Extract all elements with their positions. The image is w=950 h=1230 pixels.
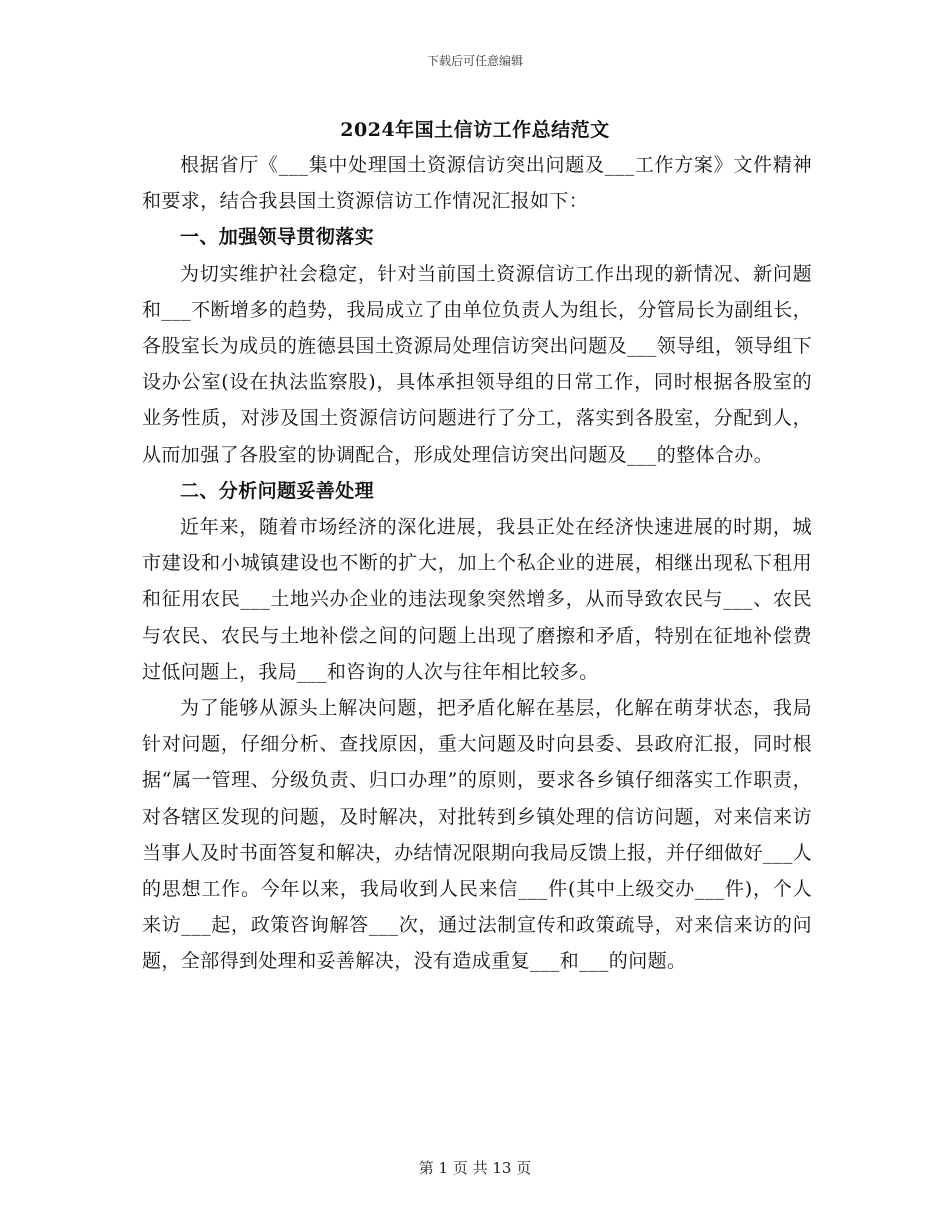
document-body [142,147,812,980]
page-number: 第 1 页 共 13 页 [418,1159,532,1177]
intro-paragraph: 根据省厅《___集中处理国土资源信访突出问题及___工作方案》文件精神和要求，结合我县国土资源信访工作情况汇报如下： [142,154,812,213]
page-header-note: 下载后可任意编辑 [426,54,523,68]
section-heading-1: 一、加强领导贯彻落实 [180,226,375,249]
section2-paragraph-2: 为了能够从源头上解决问题，把矛盾化解在基层，化解在萌芽状态，我局针对问题，仔细分析、查找原因，重大问题及时向县委、县政府汇报，同时根据“属一管理、分级负责、归口办理”的原则，要求各乡镇仔细落实工作职责，对各辖区发现的问题，及时解决，对批转到乡镇处理的信访问题，对来信来访当事人及时书面答复和解决，办结情况限期向我局反馈上报，并仔细做好___人的思想工作。今年以来，我局收到人民来信___件(其中上级交办___件)，个人来访___起，政策咨询解答___次，通过法制宣传和政策疏导，对来信来访的问题，全部得到处理和妥善解决，没有造成重复___和___的问题。 [142,697,812,973]
document-title: 2024年国土信访工作总结范文 [340,119,610,141]
section-heading-2: 二、分析问题妥善处理 [180,479,375,502]
section2-paragraph-1: 近年来，随着市场经济的深化进展，我县正处在经济快速进展的时期，城市建设和小城镇建设也不断的扩大，加上个私企业的进展，相继出现私下租用和征用农民___土地兴办企业的违法现象突然增多，从而导致农民与___、农民与农民、农民与土地补偿之间的问题上出现了磨擦和矛盾，特别在征地补偿费过低问题上，我局___和咨询的人次与往年相比较多。 [142,516,812,683]
section1-paragraph: 为切实维护社会稳定，针对当前国土资源信访工作出现的新情况、新问题和___不断增多的趋势，我局成立了由单位负责人为组长，分管局长为副组长，各股室长为成员的旌德县国土资源局处理信访突出问题及___领导组，领导组下设办公室(设在执法监察股)，具体承担领导组的日常工作，同时根据各股室的业务性质，对涉及国土资源信访问题进行了分工，落实到各股室，分配到人，从而加强了各股室的协调配合，形成处理信访突出问题及___的整体合办。 [142,262,812,466]
